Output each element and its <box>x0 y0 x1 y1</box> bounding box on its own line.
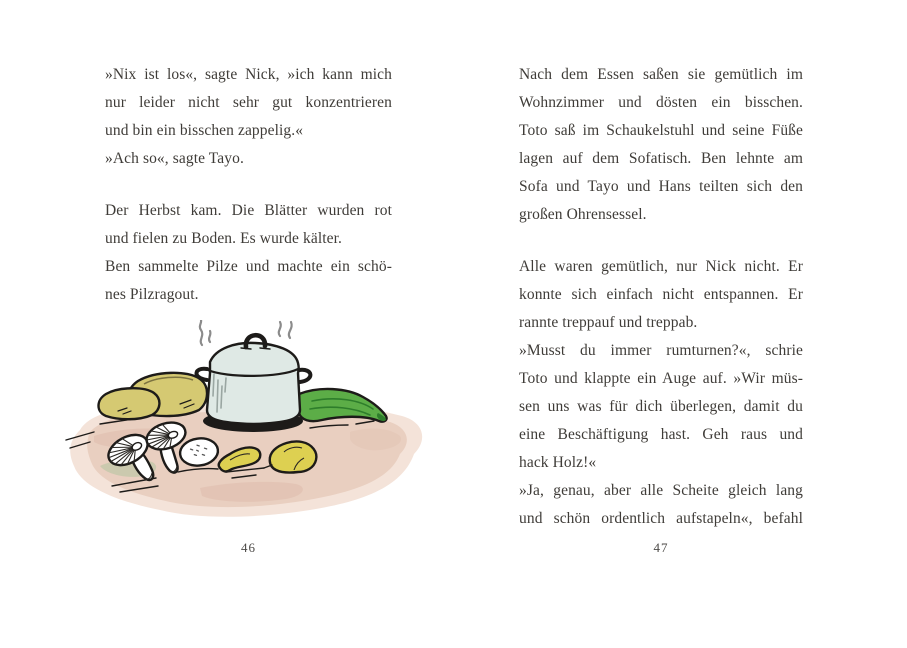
pot <box>196 320 310 432</box>
text-line: Sofa und Tayo und Hans teilten sich den <box>519 178 803 195</box>
text-line: »Nix ist los«, sagte Nick, »ich kann mich <box>105 66 392 83</box>
text-line: rannte treppauf und treppab. <box>519 314 698 331</box>
text-line: sen uns was für dich überlegen, damit du <box>519 398 803 415</box>
text-line: nur leider nicht sehr gut konzentrieren <box>105 94 392 111</box>
text-line: eine Beschäftigung hast. Geh raus und <box>519 426 803 443</box>
paragraph <box>105 61 392 173</box>
text-line: Toto und klappte ein Auge auf. »Wir müs- <box>519 370 803 387</box>
page-number-right: 47 <box>653 540 669 555</box>
text-line: Alle waren gemütlich, nur Nick nicht. Er <box>519 258 803 275</box>
text-line: lagen auf dem Sofatisch. Ben lehnte am <box>519 150 803 167</box>
cooking-pot-illustration <box>60 320 432 528</box>
text-line: Ben sammelte Pilze und machte ein schö- <box>105 258 392 275</box>
text-line: Toto saß im Schaukelstuhl und seine Füße <box>519 122 803 139</box>
text-line: Nach dem Essen saßen sie gemütlich im <box>519 66 803 83</box>
page-left-text <box>105 61 392 333</box>
text-line: Der Herbst kam. Die Blätter wurden rot <box>105 202 392 219</box>
paragraph <box>519 253 803 533</box>
page-right-text <box>519 61 803 557</box>
page-number-left: 46 <box>241 540 256 555</box>
text-line: großen Ohrensessel. <box>519 206 647 223</box>
potatoes <box>99 373 208 419</box>
text-line: Wohnzimmer und dösten ein bisschen. <box>519 94 803 111</box>
text-line: »Ach so«, sagte Tayo. <box>105 150 244 167</box>
text-line: nes Pilzragout. <box>105 286 199 303</box>
paragraph <box>105 197 392 309</box>
text-line: und bin ein bisschen zappelig.« <box>105 122 304 139</box>
text-line: konnte sich einfach nicht entspannen. Er <box>519 286 803 303</box>
paragraph <box>519 61 803 229</box>
text-line: hack Holz!« <box>519 454 597 471</box>
text-line: und schön ordentlich aufstapeln«, befahl <box>519 510 803 527</box>
text-line: und fielen zu Boden. Es wurde kälter. <box>105 230 342 247</box>
text-line: »Ja, genau, aber alle Scheite gleich lang <box>519 482 803 499</box>
text-line: »Musst du immer rumturnen?«, schrie <box>519 342 803 359</box>
